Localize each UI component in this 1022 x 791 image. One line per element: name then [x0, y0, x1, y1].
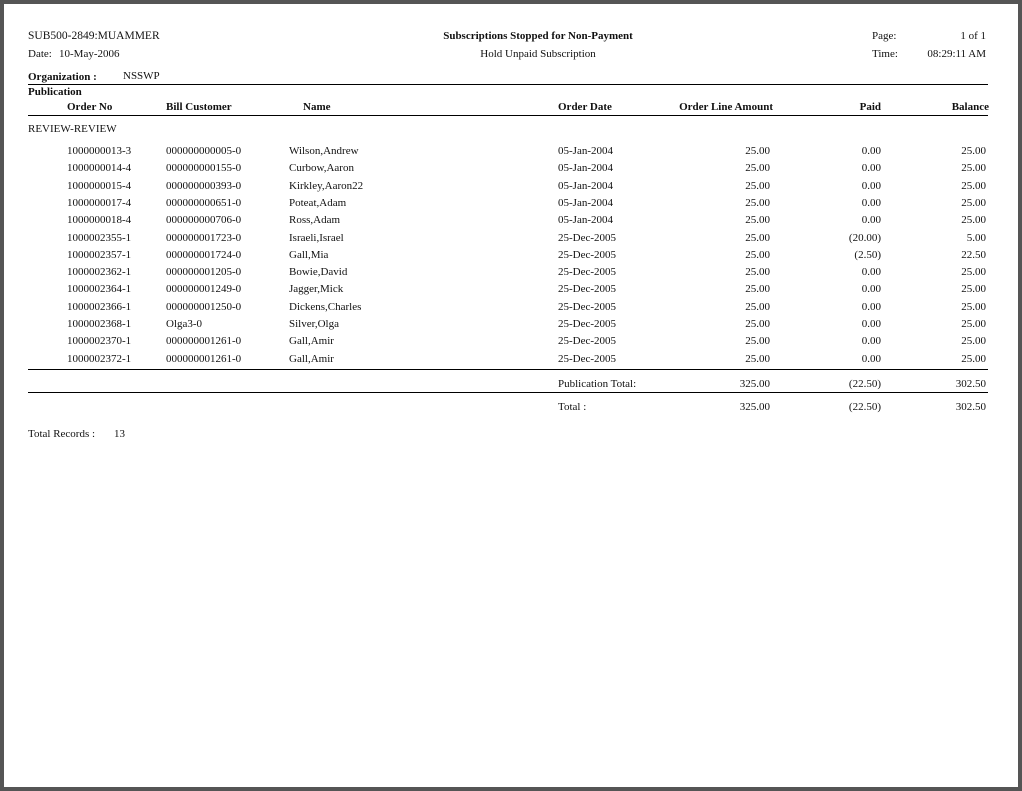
cell-paid: 0.00 [861, 162, 881, 175]
time-value: 08:29:11 AM [927, 48, 986, 60]
cell-bill-customer: 000000000005-0 [166, 145, 242, 157]
cell-amount: 25.00 [745, 318, 770, 330]
col-balance: Balance [951, 101, 989, 113]
cell-paid: 0.00 [861, 145, 881, 157]
cell-order-no: 1000002366-1 [67, 300, 132, 313]
cell-name: Poteat,Adam [289, 196, 347, 209]
cell-bill-customer: 000000000393-0 [166, 179, 242, 192]
col-name: Name [303, 101, 331, 113]
cell-order-no: 1000002355-1 [67, 231, 132, 244]
cell-paid: 0.00 [861, 300, 881, 313]
cell-paid: 0.00 [861, 179, 881, 192]
cell-bill-customer: 000000001249-0 [166, 283, 242, 296]
cell-order-no: 1000000014-4 [67, 162, 132, 175]
table-row [0, 283, 1022, 300]
cell-paid: 0.00 [861, 318, 881, 330]
cell-paid: 0.00 [861, 283, 881, 296]
cell-balance: 25.00 [961, 162, 986, 175]
cell-name: Dickens,Charles [289, 300, 362, 313]
cell-order-date: 25-Dec-2005 [558, 248, 617, 261]
col-publication: Publication [28, 86, 82, 98]
cell-order-no: 1000002368-1 [67, 318, 132, 330]
table-row [0, 145, 1022, 162]
cell-balance: 25.00 [961, 266, 986, 279]
cell-order-date: 05-Jan-2004 [558, 145, 613, 157]
subtotal-rule [28, 369, 988, 370]
col-paid: Paid [859, 101, 881, 113]
cell-balance: 25.00 [961, 318, 986, 330]
cell-amount: 25.00 [745, 248, 770, 261]
cell-name: Ross,Adam [289, 214, 341, 227]
cell-name: Kirkley,Aaron22 [289, 179, 364, 192]
organization-value: NSSWP [123, 70, 160, 82]
cell-balance: 25.00 [961, 283, 986, 296]
cell-balance: 25.00 [961, 352, 986, 365]
cell-name: Bowie,David [289, 266, 348, 279]
cell-balance: 25.00 [961, 214, 986, 227]
cell-balance: 25.00 [961, 196, 986, 209]
grand-total-paid: (22.50) [848, 401, 881, 413]
cell-name: Israeli,Israel [289, 231, 344, 244]
cell-bill-customer: 000000001261-0 [166, 352, 242, 365]
report-id: SUB500-2849:MUAMMER [28, 30, 160, 42]
total-rule [28, 392, 988, 393]
cell-name: Gall,Amir [289, 352, 334, 365]
cell-paid: 0.00 [861, 352, 881, 365]
cell-bill-customer: 000000001723-0 [166, 231, 242, 244]
cell-order-no: 1000002372-1 [67, 352, 132, 365]
grand-total-label: Total : [558, 401, 587, 413]
cell-paid: (20.00) [848, 231, 881, 244]
cell-order-date: 25-Dec-2005 [558, 318, 617, 330]
cell-name: Wilson,Andrew [289, 145, 359, 157]
cell-amount: 25.00 [745, 231, 770, 244]
cell-amount: 25.00 [745, 214, 770, 227]
cell-order-date: 05-Jan-2004 [558, 162, 613, 175]
header-rule-top [28, 84, 988, 85]
cell-order-no: 1000000018-4 [67, 214, 132, 227]
cell-order-no: 1000000017-4 [67, 196, 132, 209]
date-label: Date: [28, 48, 52, 60]
table-row [0, 214, 1022, 231]
cell-order-date: 25-Dec-2005 [558, 266, 617, 279]
publication-total-balance: 302.50 [955, 378, 986, 390]
page-value: 1 of 1 [960, 30, 986, 42]
cell-balance: 25.00 [961, 335, 986, 348]
cell-order-no: 1000002364-1 [67, 283, 132, 296]
col-order-date: Order Date [558, 101, 612, 113]
table-row [0, 335, 1022, 352]
col-bill-customer: Bill Customer [166, 101, 232, 113]
cell-balance: 25.00 [961, 145, 986, 157]
table-row [0, 318, 1022, 335]
table-row [0, 197, 1022, 214]
date-value: 10-May-2006 [59, 48, 120, 60]
cell-bill-customer: 000000001250-0 [166, 300, 242, 313]
table-row [0, 232, 1022, 249]
cell-bill-customer: 000000001205-0 [166, 266, 242, 279]
table-row [0, 353, 1022, 370]
publication-total-amount: 325.00 [739, 378, 770, 390]
cell-order-date: 25-Dec-2005 [558, 352, 617, 365]
table-row [0, 180, 1022, 197]
table-row [0, 266, 1022, 283]
cell-order-no: 1000000013-3 [67, 145, 132, 157]
table-row [0, 249, 1022, 266]
cell-paid: 0.00 [861, 335, 881, 348]
cell-amount: 25.00 [745, 300, 770, 313]
cell-order-date: 25-Dec-2005 [558, 335, 617, 348]
cell-amount: 25.00 [745, 179, 770, 192]
page-label: Page: [872, 30, 897, 42]
cell-balance: 25.00 [961, 179, 986, 192]
cell-bill-customer: 000000001261-0 [166, 335, 242, 348]
time-label: Time: [872, 48, 898, 60]
cell-name: Silver,Olga [289, 318, 339, 330]
col-order-no: Order No [67, 101, 113, 113]
cell-amount: 25.00 [745, 352, 770, 365]
cell-bill-customer: 000000000706-0 [166, 214, 242, 227]
cell-amount: 25.00 [745, 266, 770, 279]
organization-label: Organization : [28, 71, 97, 83]
cell-amount: 25.00 [745, 145, 770, 157]
cell-amount: 25.00 [745, 196, 770, 209]
cell-order-date: 25-Dec-2005 [558, 300, 617, 313]
col-order-line-amount: Order Line Amount [679, 101, 773, 113]
total-records-value: 13 [114, 428, 125, 440]
cell-balance: 5.00 [966, 231, 986, 244]
total-records-label: Total Records : [28, 428, 96, 440]
report-subtitle: Hold Unpaid Subscription [480, 48, 596, 60]
table-row [0, 162, 1022, 179]
cell-name: Gall,Amir [289, 335, 334, 348]
publication-total-label: Publication Total: [558, 378, 637, 390]
cell-order-date: 25-Dec-2005 [558, 231, 617, 244]
cell-order-no: 1000002370-1 [67, 335, 132, 348]
cell-order-no: 1000000015-4 [67, 179, 132, 192]
cell-balance: 22.50 [961, 248, 986, 261]
cell-amount: 25.00 [745, 162, 770, 175]
report-title: Subscriptions Stopped for Non-Payment [443, 30, 633, 42]
grand-total-amount: 325.00 [739, 401, 770, 413]
cell-name: Gall,Mia [289, 248, 329, 261]
cell-bill-customer: 000000001724-0 [166, 248, 242, 261]
cell-amount: 25.00 [745, 283, 770, 296]
header-rule-bottom [28, 115, 988, 116]
cell-order-date: 25-Dec-2005 [558, 283, 617, 296]
cell-name: Curbow,Aaron [289, 162, 354, 175]
cell-order-date: 05-Jan-2004 [558, 214, 613, 227]
cell-bill-customer: 000000000651-0 [166, 196, 242, 209]
cell-bill-customer: Olga3-0 [166, 318, 203, 330]
cell-paid: 0.00 [861, 196, 881, 209]
cell-order-no: 1000002362-1 [67, 266, 132, 279]
grand-total-balance: 302.50 [955, 401, 986, 413]
cell-balance: 25.00 [961, 300, 986, 313]
cell-amount: 25.00 [745, 335, 770, 348]
cell-paid: 0.00 [861, 214, 881, 227]
cell-order-date: 05-Jan-2004 [558, 196, 613, 209]
group-label: REVIEW-REVIEW [28, 123, 117, 135]
cell-order-no: 1000002357-1 [67, 248, 132, 261]
cell-bill-customer: 000000000155-0 [166, 162, 242, 175]
cell-order-date: 05-Jan-2004 [558, 179, 613, 192]
cell-paid: 0.00 [861, 266, 881, 279]
cell-paid: (2.50) [854, 248, 881, 261]
table-row [0, 301, 1022, 318]
publication-total-paid: (22.50) [848, 378, 881, 390]
cell-name: Jagger,Mick [289, 283, 344, 296]
